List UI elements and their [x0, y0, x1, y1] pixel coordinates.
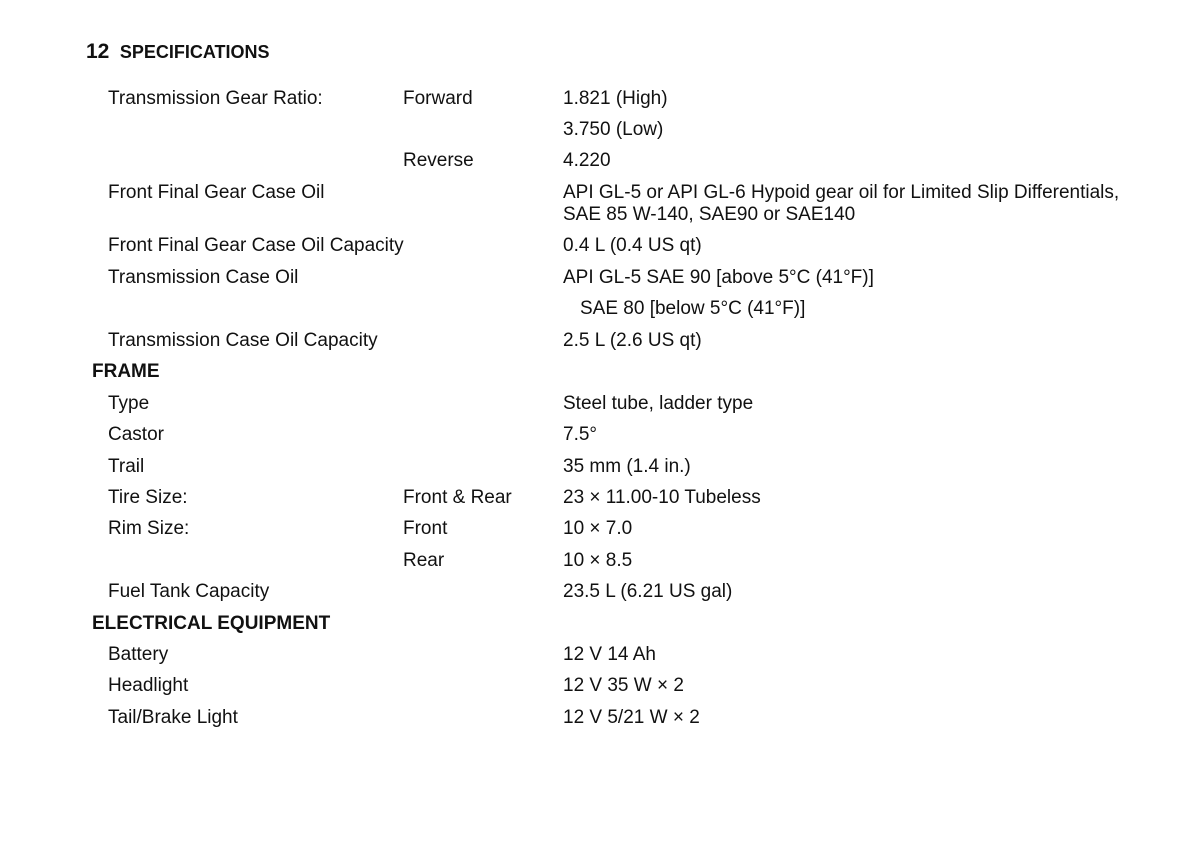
spec-row-transmission-case-oil [0, 267, 1200, 297]
spec-sublabel: Front [403, 518, 448, 539]
page-number: 12 [86, 40, 110, 63]
spec-row-transmission-case-oil-below [0, 298, 1200, 328]
spec-row-headlight [0, 675, 1200, 705]
spec-sublabel: Rear [403, 550, 445, 571]
spec-label: Transmission Gear Ratio: [108, 88, 323, 109]
spec-row-transmission-gear-ratio-reverse [0, 150, 1200, 180]
spec-value: 10 × 8.5 [563, 550, 633, 571]
spec-label: Rim Size: [108, 518, 190, 539]
page-title: SPECIFICATIONS [119, 42, 270, 62]
spec-label: Tire Size: [108, 487, 188, 508]
section-heading-electrical-equipment: ELECTRICAL EQUIPMENT [92, 613, 331, 634]
spec-value: 4.220 [563, 150, 611, 171]
spec-sublabel: Front & Rear [403, 487, 512, 508]
spec-value: 1.821 (High) [563, 88, 668, 109]
spec-label: Front Final Gear Case Oil [108, 182, 325, 203]
spec-label: Trail [108, 456, 145, 477]
spec-row-tail-brake-light [0, 707, 1200, 737]
spec-row-transmission-case-oil-capacity [0, 330, 1200, 360]
spec-value: API GL-5 SAE 90 [above 5°C (41°F)] [563, 267, 874, 288]
spec-value: SAE 80 [below 5°C (41°F)] [580, 298, 806, 319]
spec-sublabel: Reverse [403, 150, 474, 171]
spec-label: Front Final Gear Case Oil Capacity [108, 235, 404, 256]
spec-row-transmission-gear-ratio-low [0, 119, 1200, 149]
spec-value: 12 V 14 Ah [563, 644, 656, 665]
spec-value: 23 × 11.00-10 Tubeless [563, 487, 761, 508]
spec-row-front-final-gear-case-oil [0, 182, 1200, 230]
spec-label: Tail/Brake Light [108, 707, 238, 728]
spec-value: 0.4 L (0.4 US qt) [563, 235, 702, 256]
spec-value: Steel tube, ladder type [563, 393, 754, 414]
section-heading-frame: FRAME [92, 361, 160, 382]
spec-value: 23.5 L (6.21 US gal) [563, 581, 733, 602]
spec-row-type [0, 393, 1200, 423]
spec-value: 35 mm (1.4 in.) [563, 456, 691, 477]
spec-label: Castor [108, 424, 164, 445]
spec-row-transmission-gear-ratio-forward [0, 88, 1200, 118]
spec-row-battery [0, 644, 1200, 674]
spec-value: 10 × 7.0 [563, 518, 633, 539]
spec-value: 12 V 5/21 W × 2 [563, 707, 700, 728]
spec-value: 2.5 L (2.6 US qt) [563, 330, 702, 351]
spec-label: Transmission Case Oil Capacity [108, 330, 378, 351]
spec-row-front-final-gear-case-oil-capacity [0, 235, 1200, 265]
spec-row-rim-size-rear [0, 550, 1200, 580]
spec-row-castor [0, 424, 1200, 454]
spec-row-tire-size [0, 487, 1200, 517]
spec-row-fuel-tank-capacity [0, 581, 1200, 611]
spec-label: Type [108, 393, 150, 414]
spec-label: Fuel Tank Capacity [108, 581, 270, 602]
spec-row-rim-size-front [0, 518, 1200, 548]
spec-row-trail [0, 456, 1200, 486]
spec-value: 7.5° [563, 424, 598, 445]
spec-sublabel: Forward [403, 88, 473, 109]
spec-label: Transmission Case Oil [108, 267, 299, 288]
spec-label: Headlight [108, 675, 189, 696]
spec-value: 12 V 35 W × 2 [563, 675, 684, 696]
spec-label: Battery [108, 644, 169, 665]
spec-value: API GL-5 or API GL-6 Hypoid gear oil for Limited Slip Differentials, SAE 85 W-140, SAE90 or SAE140 [563, 182, 1120, 225]
spec-value: 3.750 (Low) [563, 119, 664, 140]
